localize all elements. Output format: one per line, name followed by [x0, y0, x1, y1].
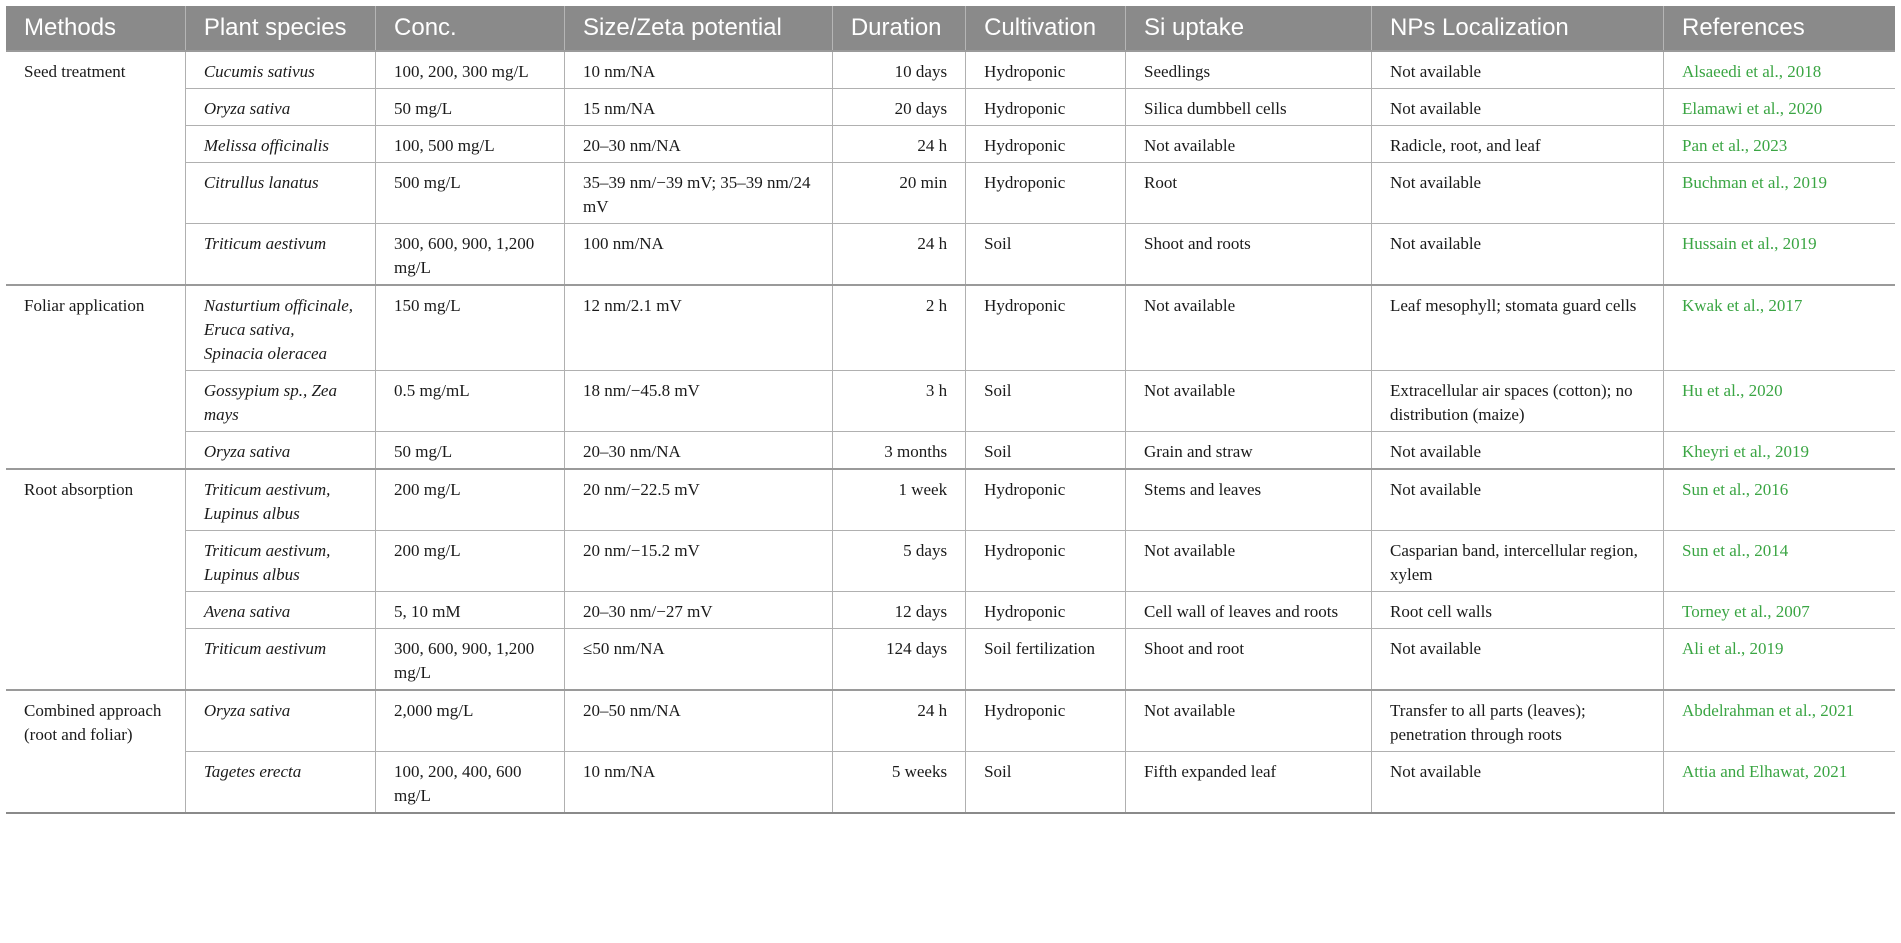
duration-cell: 5 weeks	[832, 752, 965, 814]
reference-link[interactable]: Buchman et al., 2019	[1664, 163, 1896, 224]
species-cell: Oryza sativa	[185, 432, 375, 470]
localization-cell: Leaf mesophyll; stomata guard cells	[1372, 285, 1664, 371]
cultivation-cell: Soil	[966, 224, 1126, 286]
conc-cell: 200 mg/L	[376, 531, 565, 592]
reference-link[interactable]: Hussain et al., 2019	[1664, 224, 1896, 286]
conc-cell: 2,000 mg/L	[376, 690, 565, 752]
conc-cell: 100, 200, 300 mg/L	[376, 51, 565, 89]
species-cell: Triticum aestivum	[185, 224, 375, 286]
conc-cell: 0.5 mg/mL	[376, 371, 565, 432]
cultivation-cell: Hydroponic	[966, 51, 1126, 89]
duration-cell: 5 days	[832, 531, 965, 592]
si-uptake-cell: Cell wall of leaves and roots	[1126, 592, 1372, 629]
size-zeta-cell: 10 nm/NA	[565, 51, 833, 89]
table-header	[6, 6, 1895, 51]
cultivation-cell: Hydroponic	[966, 469, 1126, 531]
header-references: References	[1664, 6, 1896, 51]
size-zeta-cell: 20 nm/−22.5 mV	[565, 469, 833, 531]
si-uptake-cell: Not available	[1126, 126, 1372, 163]
data-table	[6, 6, 1895, 814]
header-conc: Conc.	[376, 6, 565, 51]
header-methods: Methods	[6, 6, 185, 51]
cultivation-cell: Hydroponic	[966, 285, 1126, 371]
table-row	[6, 629, 1895, 691]
species-cell: Triticum aestivum	[185, 629, 375, 691]
si-uptake-cell: Seedlings	[1126, 51, 1372, 89]
localization-cell: Not available	[1372, 629, 1664, 691]
reference-link[interactable]: Sun et al., 2014	[1664, 531, 1896, 592]
si-uptake-cell: Grain and straw	[1126, 432, 1372, 470]
size-zeta-cell: 20–50 nm/NA	[565, 690, 833, 752]
conc-cell: 50 mg/L	[376, 89, 565, 126]
species-cell: Nasturtium officinale, Eruca sativa, Spinacia oleracea	[185, 285, 375, 371]
method-cell: Seed treatment	[6, 51, 185, 285]
cultivation-cell: Soil	[966, 432, 1126, 470]
reference-link[interactable]: Kheyri et al., 2019	[1664, 432, 1896, 470]
table-row	[6, 592, 1895, 629]
si-uptake-cell: Root	[1126, 163, 1372, 224]
cultivation-cell: Soil	[966, 371, 1126, 432]
localization-cell: Not available	[1372, 51, 1664, 89]
duration-cell: 3 months	[832, 432, 965, 470]
conc-cell: 200 mg/L	[376, 469, 565, 531]
cultivation-cell: Hydroponic	[966, 690, 1126, 752]
table-row	[6, 531, 1895, 592]
table-row	[6, 690, 1895, 752]
si-uptake-cell: Fifth expanded leaf	[1126, 752, 1372, 814]
table-row	[6, 285, 1895, 371]
header-plant-species: Plant species	[185, 6, 375, 51]
cultivation-cell: Hydroponic	[966, 126, 1126, 163]
localization-cell: Casparian band, intercellular region, xylem	[1372, 531, 1664, 592]
reference-link[interactable]: Hu et al., 2020	[1664, 371, 1896, 432]
reference-link[interactable]: Alsaeedi et al., 2018	[1664, 51, 1896, 89]
species-cell: Citrullus lanatus	[185, 163, 375, 224]
si-uptake-cell: Shoot and root	[1126, 629, 1372, 691]
table-row	[6, 51, 1895, 89]
table-row	[6, 432, 1895, 470]
cultivation-cell: Soil fertilization	[966, 629, 1126, 691]
table-row	[6, 89, 1895, 126]
header-row	[6, 6, 1895, 51]
table-body	[6, 51, 1895, 813]
table-row	[6, 163, 1895, 224]
conc-cell: 500 mg/L	[376, 163, 565, 224]
method-cell: Combined approach (root and foliar)	[6, 690, 185, 813]
duration-cell: 2 h	[832, 285, 965, 371]
duration-cell: 24 h	[832, 690, 965, 752]
si-uptake-cell: Not available	[1126, 285, 1372, 371]
species-cell: Melissa officinalis	[185, 126, 375, 163]
conc-cell: 100, 200, 400, 600 mg/L	[376, 752, 565, 814]
duration-cell: 124 days	[832, 629, 965, 691]
table-row	[6, 371, 1895, 432]
header-cultivation: Cultivation	[966, 6, 1126, 51]
si-uptake-cell: Not available	[1126, 531, 1372, 592]
reference-link[interactable]: Pan et al., 2023	[1664, 126, 1896, 163]
localization-cell: Root cell walls	[1372, 592, 1664, 629]
conc-cell: 150 mg/L	[376, 285, 565, 371]
cultivation-cell: Hydroponic	[966, 89, 1126, 126]
conc-cell: 50 mg/L	[376, 432, 565, 470]
size-zeta-cell: 100 nm/NA	[565, 224, 833, 286]
localization-cell: Not available	[1372, 432, 1664, 470]
localization-cell: Not available	[1372, 89, 1664, 126]
duration-cell: 12 days	[832, 592, 965, 629]
method-cell: Root absorption	[6, 469, 185, 690]
species-cell: Tagetes erecta	[185, 752, 375, 814]
species-cell: Oryza sativa	[185, 690, 375, 752]
conc-cell: 300, 600, 900, 1,200 mg/L	[376, 224, 565, 286]
species-cell: Oryza sativa	[185, 89, 375, 126]
table-row	[6, 126, 1895, 163]
si-uptake-cell: Silica dumbbell cells	[1126, 89, 1372, 126]
duration-cell: 10 days	[832, 51, 965, 89]
localization-cell: Extracellular air spaces (cotton); no distribution (maize)	[1372, 371, 1664, 432]
reference-link[interactable]: Elamawi et al., 2020	[1664, 89, 1896, 126]
size-zeta-cell: 10 nm/NA	[565, 752, 833, 814]
header-duration: Duration	[832, 6, 965, 51]
size-zeta-cell: 20–30 nm/−27 mV	[565, 592, 833, 629]
si-uptake-cell: Not available	[1126, 371, 1372, 432]
species-cell: Cucumis sativus	[185, 51, 375, 89]
size-zeta-cell: 15 nm/NA	[565, 89, 833, 126]
reference-link[interactable]: Attia and Elhawat, 2021	[1664, 752, 1896, 814]
si-uptake-cell: Shoot and roots	[1126, 224, 1372, 286]
conc-cell: 300, 600, 900, 1,200 mg/L	[376, 629, 565, 691]
table-row	[6, 752, 1895, 814]
si-uptake-cell: Not available	[1126, 690, 1372, 752]
conc-cell: 100, 500 mg/L	[376, 126, 565, 163]
duration-cell: 3 h	[832, 371, 965, 432]
data-table-container	[6, 6, 1895, 814]
header-nps-localization: NPs Localization	[1372, 6, 1664, 51]
size-zeta-cell: 20–30 nm/NA	[565, 432, 833, 470]
size-zeta-cell: 35–39 nm/−39 mV; 35–39 nm/24 mV	[565, 163, 833, 224]
table-row	[6, 469, 1895, 531]
localization-cell: Radicle, root, and leaf	[1372, 126, 1664, 163]
localization-cell: Not available	[1372, 469, 1664, 531]
reference-link[interactable]: Sun et al., 2016	[1664, 469, 1896, 531]
localization-cell: Transfer to all parts (leaves); penetration through roots	[1372, 690, 1664, 752]
table-row	[6, 224, 1895, 286]
cultivation-cell: Hydroponic	[966, 531, 1126, 592]
localization-cell: Not available	[1372, 163, 1664, 224]
species-cell: Avena sativa	[185, 592, 375, 629]
reference-link[interactable]: Ali et al., 2019	[1664, 629, 1896, 691]
reference-link[interactable]: Abdelrahman et al., 2021	[1664, 690, 1896, 752]
size-zeta-cell: ≤50 nm/NA	[565, 629, 833, 691]
localization-cell: Not available	[1372, 224, 1664, 286]
header-size-zeta: Size/Zeta potential	[565, 6, 833, 51]
conc-cell: 5, 10 mM	[376, 592, 565, 629]
duration-cell: 24 h	[832, 224, 965, 286]
size-zeta-cell: 18 nm/−45.8 mV	[565, 371, 833, 432]
species-cell: Triticum aestivum, Lupinus albus	[185, 531, 375, 592]
size-zeta-cell: 20–30 nm/NA	[565, 126, 833, 163]
cultivation-cell: Hydroponic	[966, 592, 1126, 629]
cultivation-cell: Hydroponic	[966, 163, 1126, 224]
species-cell: Gossypium sp., Zea mays	[185, 371, 375, 432]
cultivation-cell: Soil	[966, 752, 1126, 814]
reference-link[interactable]: Torney et al., 2007	[1664, 592, 1896, 629]
duration-cell: 24 h	[832, 126, 965, 163]
si-uptake-cell: Stems and leaves	[1126, 469, 1372, 531]
method-cell: Foliar application	[6, 285, 185, 469]
species-cell: Triticum aestivum, Lupinus albus	[185, 469, 375, 531]
size-zeta-cell: 20 nm/−15.2 mV	[565, 531, 833, 592]
duration-cell: 20 days	[832, 89, 965, 126]
duration-cell: 1 week	[832, 469, 965, 531]
size-zeta-cell: 12 nm/2.1 mV	[565, 285, 833, 371]
localization-cell: Not available	[1372, 752, 1664, 814]
duration-cell: 20 min	[832, 163, 965, 224]
reference-link[interactable]: Kwak et al., 2017	[1664, 285, 1896, 371]
header-si-uptake: Si uptake	[1126, 6, 1372, 51]
